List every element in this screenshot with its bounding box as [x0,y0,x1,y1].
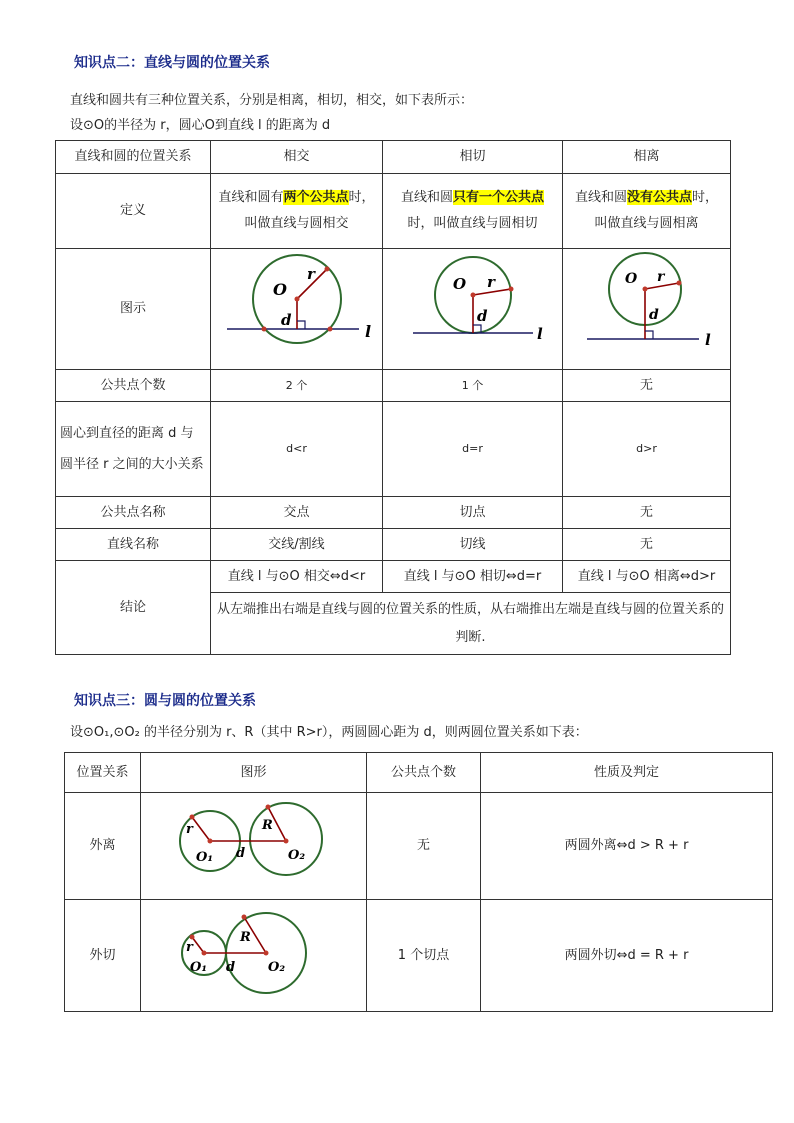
section3-intro: 设⊙O₁,⊙O₂ 的半径分别为 r、R（其中 R>r），两圆圆心距为 d，则两圆位置关系如下表： [70,725,588,740]
conclusion-cell: 直线 l 与⊙O 相切⇔d=r [383,561,563,593]
dist-cell: d>r [563,402,731,497]
figure-tangent [383,249,563,370]
svg-text:d: d [280,311,291,329]
svg-text:r: r [306,265,315,283]
def-tangent: 直线和圆只有一个公共点 时，叫做直线与圆相切 [383,174,563,249]
count-cell: 无 [563,370,731,402]
dist-cell: d<r [211,402,383,497]
row-label: 公共点名称 [56,497,211,529]
count-cell: 无 [367,793,481,900]
row-label: 结论 [56,561,211,655]
header-cell: 性质及判定 [481,753,773,793]
header-cell: 相离 [563,141,731,174]
row-label: 公共点个数 [56,370,211,402]
svg-text:R: R [239,929,251,945]
svg-text:O₁: O₁ [195,850,213,865]
svg-text:l: l [364,322,371,341]
figure-intersect [211,249,383,370]
svg-text:O₂: O₂ [267,959,285,975]
svg-text:d: d [225,959,235,975]
header-cell: 直线和圆的位置关系 [56,141,211,174]
header-cell: 相交 [211,141,383,174]
count-cell: 1 个 [383,370,563,402]
header-cell: 图形 [141,753,367,793]
separate-figure [567,249,727,359]
figure-external [141,793,367,900]
figure-tangent-ext [141,900,367,1012]
svg-text:O: O [452,275,466,293]
figure-separate [563,249,731,370]
tangent-ext-figure [174,901,334,1001]
svg-text:l: l [536,325,543,343]
svg-text:R: R [261,818,273,833]
relation-cell: 外离 [65,793,141,900]
line-name-cell: 切线 [383,529,563,561]
point-name-cell: 交点 [211,497,383,529]
section2-intro-2: 设⊙O的半径为 r，圆心O到直线 l 的距离为 d [70,118,331,133]
svg-text:O₂: O₂ [287,848,305,863]
property-cell: 两圆外切⇔d = R + r [481,900,773,1012]
svg-text:O: O [272,280,287,299]
circle-circle-table [64,752,773,1012]
conclusion-note: 从左端推出右端是直线与圆的位置关系的性质，从右端推出左端是直线与圆的位置关系的判断. [211,593,731,655]
count-cell: 1 个切点 [367,900,481,1012]
conclusion-cell: 直线 l 与⊙O 相离⇔d>r [563,561,731,593]
point-name-cell: 切点 [383,497,563,529]
header-cell: 相切 [383,141,563,174]
line-name-cell: 交线/割线 [211,529,383,561]
row-label: 定义 [56,174,211,249]
svg-text:d: d [649,307,659,323]
svg-text:l: l [705,331,711,349]
row-label: 圆心到直径的距离 d 与圆半径 r 之间的大小关系 [56,402,211,497]
line-name-cell: 无 [563,529,731,561]
header-cell: 公共点个数 [367,753,481,793]
svg-text:d: d [235,846,245,861]
svg-text:r: r [486,273,495,291]
svg-text:r: r [657,269,665,285]
svg-text:O: O [625,271,638,287]
property-cell: 两圆外离⇔d > R + r [481,793,773,900]
point-name-cell: 无 [563,497,731,529]
line-circle-table [55,140,731,655]
row-label: 直线名称 [56,529,211,561]
dist-cell: d=r [383,402,563,497]
svg-text:d: d [476,307,487,325]
count-cell: 2 个 [211,370,383,402]
conclusion-cell: 直线 l 与⊙O 相交⇔d<r [211,561,383,593]
svg-text:r: r [185,939,193,955]
section2-intro-1: 直线和圆共有三种位置关系，分别是相离，相切，相交，如下表所示： [70,93,474,108]
section2-title: 知识点二：直线与圆的位置关系 [74,55,270,71]
def-separate: 直线和圆没有公共点时， 叫做直线与圆相离 [563,174,731,249]
relation-cell: 外切 [65,900,141,1012]
svg-text:r: r [185,822,193,837]
header-cell: 位置关系 [65,753,141,793]
intersect-figure [217,249,377,359]
row-label: 图示 [56,249,211,370]
def-intersect: 直线和圆有两个公共点时， 叫做直线与圆相交 [211,174,383,249]
svg-text:O₁: O₁ [189,959,207,975]
section3-title: 知识点三：圆与圆的位置关系 [74,693,256,709]
external-figure [174,793,334,889]
tangent-figure [393,249,553,359]
